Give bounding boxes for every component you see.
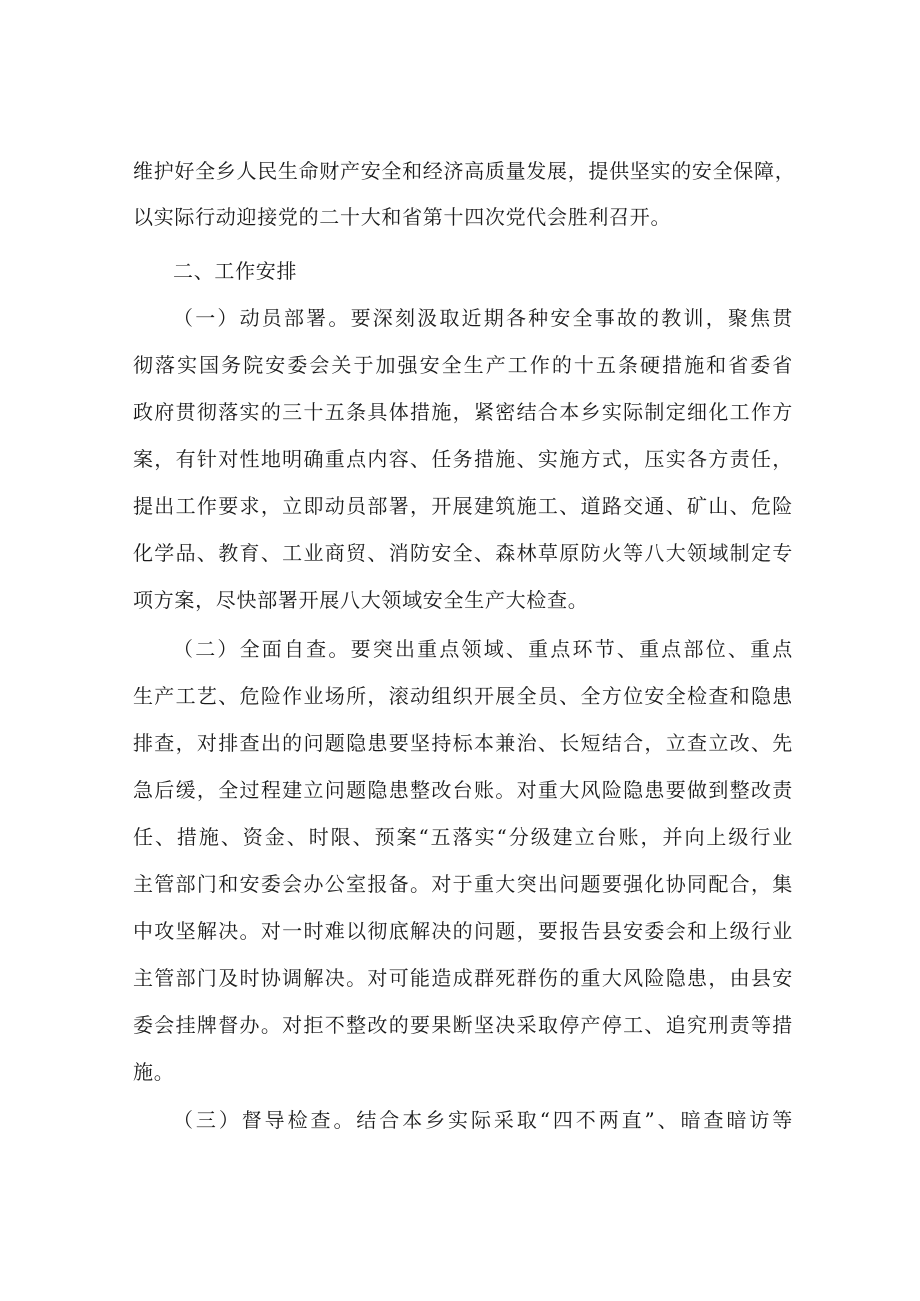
text-line: 委会挂牌督办。对拒不整改的要果断坚决采取停产停工、追究刑责等措 (133, 1013, 793, 1037)
text-line: 化学品、教育、工业商贸、消防安全、森林草原防火等八大领域制定专 (133, 541, 793, 565)
text-line: 生产工艺、危险作业场所，滚动组织开展全员、全方位安全检查和隐患 (133, 684, 793, 708)
section-heading: 二、工作安排 (173, 259, 298, 283)
text-line: 中攻坚解决。对一时难以彻底解决的问题，要报告县安委会和上级行业 (133, 919, 793, 943)
text-line: 政府贯彻落实的三十五条具体措施，紧密结合本乡实际制定细化工作方 (133, 400, 793, 424)
text-line: 案，有针对性地明确重点内容、任务措施、实施方式，压实各方责任， (133, 447, 793, 471)
text-line: 项方案，尽快部署开展八大领域安全生产大检查。 (133, 588, 589, 612)
text-line: （二）全面自查。要突出重点领域、重点环节、重点部位、重点 (173, 637, 793, 661)
text-line: 维护好全乡人民生命财产安全和经济高质量发展，提供坚实的安全保障， (133, 159, 796, 183)
text-line: 任、措施、资金、时限、预案“五落实“分级建立台账，并向上级行业 (133, 825, 793, 849)
text-line: 主管部门及时协调解决。对可能造成群死群伤的重大风险隐患，由县安 (133, 966, 793, 990)
text-line: 彻落实国务院安委会关于加强安全生产工作的十五条硬措施和省委省 (133, 353, 793, 377)
text-line: 以实际行动迎接党的二十大和省第十四次党代会胜利召开。 (133, 205, 672, 229)
text-line: 提出工作要求，立即动员部署，开展建筑施工、道路交通、矿山、危险 (133, 494, 793, 518)
text-line: 排查，对排查出的问题隐患要坚持标本兼治、长短结合，立查立改、先 (133, 731, 793, 755)
text-line: 主管部门和安委会办公室报备。对于重大突出问题要强化协同配合，集 (133, 872, 793, 896)
text-line: 急后缓，全过程建立问题隐患整改台账。对重大风险隐患要做到整改责 (133, 778, 793, 802)
text-line: （一）动员部署。要深刻汲取近期各种安全事故的教训，聚焦贯 (173, 306, 793, 330)
text-line: （三）督导检查。结合本乡实际采取“四不两直”、暗查暗访等 (173, 1108, 793, 1132)
text-line: 施。 (133, 1060, 175, 1084)
